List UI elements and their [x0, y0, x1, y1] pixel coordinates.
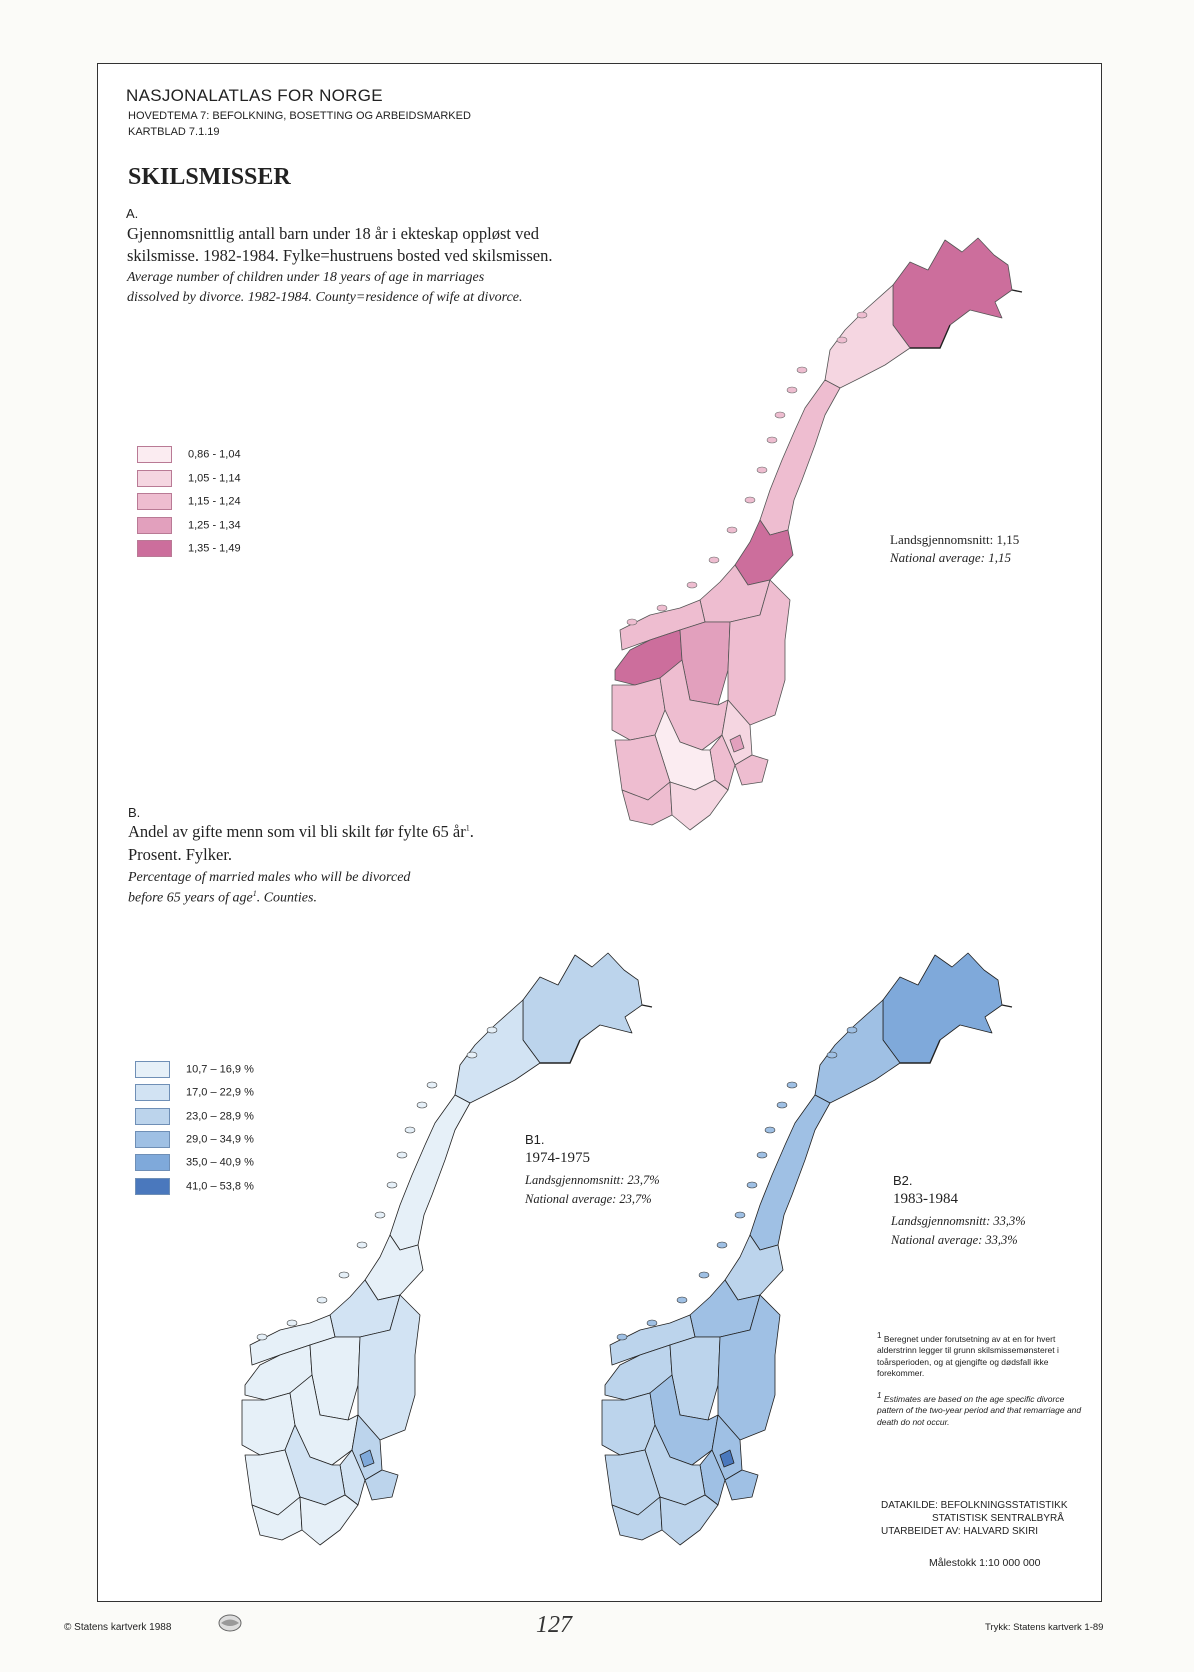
county-nordland — [760, 380, 840, 535]
page-title: SKILSMISSER — [128, 164, 291, 190]
island-shape — [657, 605, 667, 611]
b2-label: B2. — [893, 1173, 913, 1188]
island-shape — [427, 1082, 437, 1088]
a-legend-row — [137, 470, 241, 487]
a-legend-label: 0,86 - 1,04 — [188, 448, 241, 461]
a-legend-swatch — [137, 517, 172, 534]
a-legend-swatch — [137, 446, 172, 463]
map-a-norway-children — [610, 230, 1080, 870]
island-shape — [467, 1052, 477, 1058]
average-a-en: National average: 1,15 — [890, 550, 1011, 565]
island-shape — [357, 1242, 367, 1248]
island-shape — [647, 1320, 657, 1326]
footnote-en: 1 Estimates are based on the age specific divorce pattern of the two-year period and that remarriage and death do not occur. — [877, 1391, 1082, 1427]
island-shape — [745, 497, 755, 503]
island-shape — [767, 437, 777, 443]
island-shape — [287, 1320, 297, 1326]
b-legend-label: 23,0 – 28,9 % — [186, 1110, 254, 1122]
b-legend-swatch — [135, 1178, 170, 1195]
b-legend-row — [135, 1131, 254, 1148]
b-legend-swatch — [135, 1108, 170, 1125]
island-shape — [699, 1272, 709, 1278]
island-shape — [487, 1027, 497, 1033]
source-line-1: DATAKILDE: BEFOLKNINGSSTATISTIKK — [881, 1500, 1068, 1511]
b1-label: B1. — [525, 1132, 545, 1147]
a-legend-swatch — [137, 493, 172, 510]
b-legend-row — [135, 1154, 254, 1171]
b-legend-swatch — [135, 1061, 170, 1078]
source-line-2: STATISTISK SENTRALBYRÅ — [932, 1513, 1064, 1524]
b-legend-row — [135, 1108, 254, 1125]
b-legend-row — [135, 1178, 254, 1195]
b1-average-en: National average: 23,7% — [525, 1192, 652, 1206]
b-legend-label: 17,0 – 22,9 % — [186, 1086, 254, 1099]
sheet-number: KARTBLAD 7.1.19 — [128, 126, 220, 138]
a-legend-label: 1,05 - 1,14 — [188, 471, 241, 484]
b-legend-label: 41,0 – 53,8 % — [186, 1179, 254, 1192]
county-finnmark — [893, 238, 1012, 348]
theme-line: HOVEDTEMA 7: BEFOLKNING, BOSETTING OG ARBEIDSMARKED — [128, 110, 471, 122]
b-legend-label: 35,0 – 40,9 % — [186, 1156, 254, 1169]
b2-average-en: National average: 33,3% — [891, 1233, 1018, 1247]
b-legend-row — [135, 1061, 254, 1078]
island-shape — [747, 1182, 757, 1188]
map-b2-norway-1983-1984 — [600, 945, 1070, 1585]
a-legend-row — [137, 493, 241, 510]
county-nordland — [750, 1095, 830, 1250]
section-b-letter: B. — [128, 805, 141, 820]
island-shape — [837, 337, 847, 343]
atlas-title: NASJONALATLAS FOR NORGE — [126, 86, 383, 105]
section-a-letter: A. — [126, 206, 139, 221]
island-shape — [757, 1152, 767, 1158]
island-shape — [627, 619, 637, 625]
b-legend-label: 10,7 – 16,9 % — [186, 1063, 254, 1076]
island-shape — [405, 1127, 415, 1133]
island-shape — [617, 1334, 627, 1340]
b-legend-swatch — [135, 1131, 170, 1148]
island-shape — [257, 1334, 267, 1340]
island-shape — [765, 1127, 775, 1133]
page-number: 127 — [536, 1612, 572, 1638]
section-b-description-no-1: Andel av gifte menn som vil bli skilt før fylte 65 $år^1$. — [128, 822, 474, 841]
a-legend-label: 1,35 - 1,49 — [188, 542, 241, 555]
b1-period: 1974-1975 — [525, 1150, 590, 1166]
county-nordland — [390, 1095, 470, 1250]
source-line-3: UTARBEIDET AV: HALVARD SKIRI — [881, 1526, 1039, 1537]
b-legend-swatch — [135, 1084, 170, 1101]
island-shape — [735, 1212, 745, 1218]
county-finnmark — [883, 953, 1002, 1063]
a-legend-row — [137, 540, 241, 557]
section-b-description-no-2: Prosent. Fylker. — [128, 845, 233, 864]
island-shape — [787, 1082, 797, 1088]
section-b-description-en-2: before 65 years of age$^1$. Counties. — [128, 889, 317, 906]
island-shape — [727, 527, 737, 533]
map-scale: Målestokk 1:10 000 000 — [929, 1557, 1041, 1569]
a-legend-row — [137, 446, 241, 463]
average-a-no: Landsgjennomsnitt: 1,15 — [890, 532, 1020, 547]
island-shape — [777, 1102, 787, 1108]
island-shape — [775, 412, 785, 418]
b-legend-row — [135, 1084, 254, 1101]
island-shape — [677, 1297, 687, 1303]
island-shape — [317, 1297, 327, 1303]
island-shape — [797, 367, 807, 373]
island-shape — [847, 1027, 857, 1033]
island-shape — [757, 467, 767, 473]
b1-average-no: Landsgjennomsnitt: 23,7% — [525, 1173, 660, 1187]
a-legend-row — [137, 517, 241, 534]
section-a-description-no-2: skilsmisse. 1982-1984. Fylke=hustruens bosted ved skilsmissen. — [127, 246, 553, 265]
kartverk-logo-icon — [218, 1614, 242, 1632]
island-shape — [417, 1102, 427, 1108]
island-shape — [787, 387, 797, 393]
b2-average-no: Landsgjennomsnitt: 33,3% — [891, 1214, 1026, 1228]
print-info: Trykk: Statens kartverk 1-89 — [985, 1622, 1104, 1633]
island-shape — [687, 582, 697, 588]
a-legend-swatch — [137, 540, 172, 557]
section-a-description-en-1: Average number of children under 18 years of age in marriages — [127, 270, 485, 285]
copyright: © Statens kartverk 1988 — [64, 1622, 172, 1633]
island-shape — [387, 1182, 397, 1188]
island-shape — [339, 1272, 349, 1278]
b2-period: 1983-1984 — [893, 1191, 958, 1207]
footnote-no: 1 Beregnet under forutsetning av at en for hvert alderstrinn legger til grunn skilsmissemønsteret i toårsperioden, og at gjengifte og dødsfall ikke forekommer. — [877, 1331, 1059, 1379]
island-shape — [827, 1052, 837, 1058]
island-shape — [397, 1152, 407, 1158]
a-legend-label: 1,15 - 1,24 — [188, 495, 241, 508]
island-shape — [717, 1242, 727, 1248]
island-shape — [375, 1212, 385, 1218]
island-shape — [709, 557, 719, 563]
section-a-description-en-2: dissolved by divorce. 1982-1984. County=residence of wife at divorce. — [127, 290, 523, 305]
a-legend-swatch — [137, 470, 172, 487]
a-legend-label: 1,25 - 1,34 — [188, 518, 241, 531]
section-b-description-en-1: Percentage of married males who will be divorced — [128, 870, 411, 885]
b-legend-swatch — [135, 1154, 170, 1171]
section-a-description-no-1: Gjennomsnittlig antall barn under 18 år i ekteskap oppløst ved — [127, 224, 539, 243]
island-shape — [857, 312, 867, 318]
b-legend-label: 29,0 – 34,9 % — [186, 1133, 254, 1146]
